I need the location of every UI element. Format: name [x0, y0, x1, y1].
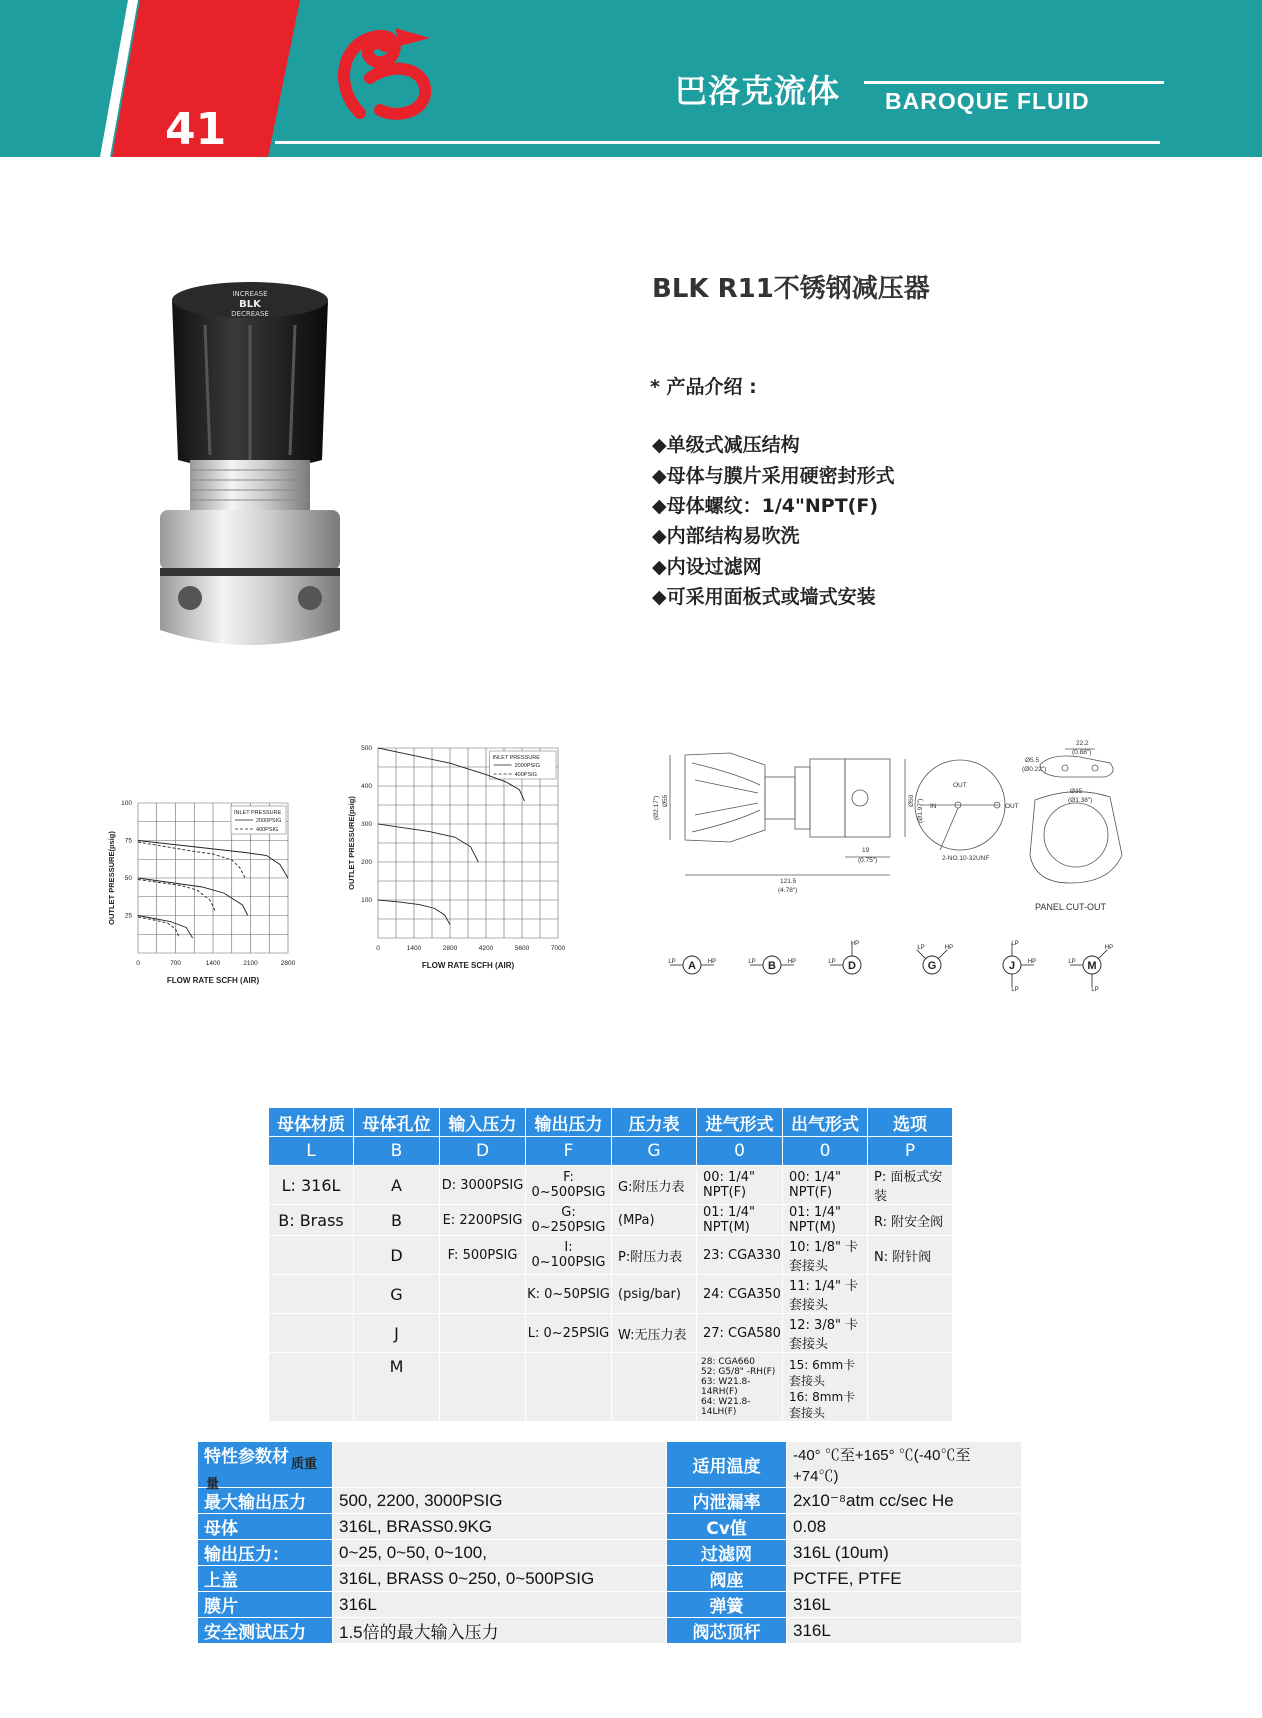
x-tick-label: 700	[170, 960, 181, 967]
spec-label: 最大输出压力	[198, 1488, 333, 1514]
table-cell: E: 2200PSIG	[440, 1205, 526, 1236]
table-cell: N: 附针阀	[868, 1236, 953, 1275]
table-cell: 01: 1/4" NPT(M)	[783, 1205, 868, 1236]
table-cell: A	[354, 1166, 440, 1205]
feature-item: ◆单级式减压结构	[652, 434, 800, 456]
dim-text: OUT	[1005, 803, 1019, 810]
series-line	[138, 917, 179, 937]
spec-label: 弹簧	[667, 1592, 787, 1618]
col-header: 母体孔位	[354, 1108, 440, 1137]
knob-text-brand: BLK	[239, 299, 261, 310]
port-letter: B	[768, 960, 776, 972]
dim-text: Ø50	[908, 794, 915, 807]
spec-value: 316L (10um)	[787, 1540, 1022, 1566]
dim-text: OUT	[953, 782, 967, 789]
intro-heading: * 产品介绍 :	[650, 376, 757, 398]
code-cell: B	[354, 1137, 440, 1166]
x-tick-label: 0	[376, 945, 380, 952]
table-row	[269, 1275, 953, 1314]
table-row	[269, 1205, 953, 1236]
spec-value: 316L, BRASS0.9KG	[333, 1514, 667, 1540]
ordering-table	[268, 1107, 953, 1422]
spec-value: 0.08	[787, 1514, 1022, 1540]
legend-title: INLET PRESSURE	[234, 810, 282, 816]
inlet-option: 28: CGA660	[701, 1357, 755, 1367]
spec-value: 316L	[333, 1592, 667, 1618]
table-cell: M	[354, 1353, 440, 1422]
outlet-option: 15: 6mm卡套接头	[789, 1358, 856, 1388]
table-cell: 00: 1/4" NPT(F)	[783, 1166, 868, 1205]
knob-text-increase: INCREASE	[232, 290, 268, 298]
series-line	[138, 842, 245, 878]
flow-chart-high	[347, 740, 605, 1000]
table-cell: 11: 1/4" 卡套接头	[783, 1275, 868, 1314]
port-label: HP	[850, 941, 860, 947]
spec-value: PCTFE, PTFE	[787, 1566, 1022, 1592]
spec-value: 316L	[787, 1592, 1022, 1618]
table-cell: G: 0~250PSIG	[526, 1205, 612, 1236]
y-tick-label: 500	[361, 745, 372, 752]
inlet-option: 52: G5/8" -RH(F)	[701, 1367, 776, 1377]
feature-item: ◆可采用面板式或墙式安装	[652, 586, 876, 608]
table-cell	[440, 1275, 526, 1314]
table-cell: 12: 3/8" 卡套接头	[783, 1314, 868, 1353]
table-row	[269, 1236, 953, 1275]
table-cell: 01: 1/4" NPT(M)	[697, 1205, 783, 1236]
table-cell: F: 500PSIG	[440, 1236, 526, 1275]
page-number: 41	[165, 104, 227, 155]
x-axis-label: FLOW RATE SCFH (AIR)	[421, 961, 515, 970]
code-cell: L	[269, 1137, 354, 1166]
dim-text: (Ø1.38")	[1068, 797, 1093, 804]
legend-entry: 400PSIG	[256, 827, 279, 833]
code-cell: P	[868, 1137, 953, 1166]
legend-entry: 400PSIG	[514, 772, 537, 778]
table-cell: 00: 1/4" NPT(F)	[697, 1166, 783, 1205]
port-label: HP	[944, 945, 954, 951]
y-tick-label: 100	[121, 800, 132, 807]
code-cell: F	[526, 1137, 612, 1166]
y-axis-label: OUTLET PRESSURE(psig)	[347, 796, 356, 890]
code-cell: 0	[697, 1137, 783, 1166]
spec-label: Cv值	[667, 1514, 787, 1540]
spec-row	[198, 1514, 1022, 1540]
spec-label: 母体	[198, 1514, 333, 1540]
col-header: 选项	[868, 1108, 953, 1137]
table-cell: F: 0~500PSIG	[526, 1166, 612, 1205]
spec-row	[198, 1618, 1022, 1644]
dim-text: IN	[930, 803, 937, 810]
port-label: HP	[707, 959, 717, 965]
table-cell	[868, 1353, 953, 1422]
table-cell	[868, 1275, 953, 1314]
spec-row	[198, 1540, 1022, 1566]
inlet-option: 64: W21.8-14LH(F)	[701, 1397, 751, 1417]
y-tick-label: 300	[361, 821, 372, 828]
brand-name-cn: 巴洛克流体	[675, 72, 841, 110]
table-cell: P: 面板式安装	[868, 1166, 953, 1205]
table-cell	[868, 1314, 953, 1353]
spec-value: 316L, BRASS 0~250, 0~500PSIG	[333, 1566, 667, 1592]
product-photo	[150, 280, 350, 700]
port-letter: G	[927, 960, 937, 972]
spec-value	[333, 1442, 667, 1488]
spec-label: 阀芯顶杆	[667, 1618, 787, 1644]
y-tick-label: 100	[361, 897, 372, 904]
spec-label: 过滤网	[667, 1540, 787, 1566]
spec-value: 2x10⁻⁸atm cc/sec He	[787, 1488, 1022, 1514]
series-line	[138, 916, 193, 939]
table-cell	[697, 1353, 783, 1422]
spec-value: 316L	[787, 1618, 1022, 1644]
port-diagrams	[668, 941, 1113, 993]
table-cell: G	[354, 1275, 440, 1314]
table-cell: K: 0~50PSIG	[526, 1275, 612, 1314]
dim-text: 19	[862, 847, 870, 854]
flow-chart-low	[107, 795, 330, 1000]
x-tick-label: 5600	[514, 945, 530, 952]
table-row	[269, 1314, 953, 1353]
spec-label: 阀座	[667, 1566, 787, 1592]
spec-row	[198, 1592, 1022, 1618]
port-letter: J	[1008, 960, 1016, 972]
feature-item: ◆母体螺纹：1/4"NPT(F)	[652, 495, 879, 517]
x-tick-label: 1400	[205, 960, 221, 967]
dim-text: (Ø0.22")	[1022, 766, 1047, 773]
table-cell: 23: CGA330	[697, 1236, 783, 1275]
port-label: LP	[748, 959, 756, 965]
spec-label: 安全测试压力	[198, 1618, 333, 1644]
col-header: 出气形式	[783, 1108, 868, 1137]
dim-text: 22.2	[1076, 740, 1089, 747]
dim-text: (Ø2.17")	[653, 795, 660, 820]
table-cell: L: 0~25PSIG	[526, 1314, 612, 1353]
col-header: 压力表	[612, 1108, 697, 1137]
table-cell: I: 0~100PSIG	[526, 1236, 612, 1275]
port-label: HP	[1104, 945, 1114, 951]
spec-table	[197, 1441, 1022, 1644]
outlet-option: 16: 8mm卡套接头	[789, 1390, 856, 1420]
port-letter: A	[688, 960, 696, 972]
table-cell	[440, 1353, 526, 1422]
brand-name-en: BAROQUE FLUID	[885, 88, 1090, 114]
x-tick-label: 7000	[550, 945, 566, 952]
table-cell: B	[354, 1205, 440, 1236]
header-rule-bottom	[275, 141, 1160, 144]
dim-text: (0.75")	[858, 857, 878, 864]
x-axis-label: FLOW RATE SCFH (AIR)	[166, 976, 260, 985]
spec-label: 输出压力：	[198, 1540, 333, 1566]
product-title: BLK R11不锈钢减压器	[652, 274, 930, 304]
inlet-option: 63: W21.8-14RH(F)	[701, 1377, 751, 1397]
dim-text: Ø55	[662, 794, 669, 807]
series-line	[138, 880, 216, 913]
table-cell: 27: CGA580	[697, 1314, 783, 1353]
port-label: HP	[787, 959, 797, 965]
header-red-stripe	[0, 0, 300, 157]
spec-label: 适用温度	[667, 1442, 787, 1488]
port-label: LP	[917, 945, 925, 951]
spec-label: 内泄漏率	[667, 1488, 787, 1514]
port-label: LP	[1011, 987, 1019, 993]
spec-value: 0~25, 0~50, 0~100,	[333, 1540, 667, 1566]
legend-entry: 2000PSIG	[514, 763, 540, 769]
table-cell: P:附压力表	[612, 1236, 697, 1275]
table-cell: B: Brass	[269, 1205, 354, 1236]
feature-item: ◆母体与膜片采用硬密封形式	[652, 465, 895, 487]
y-tick-label: 200	[361, 859, 372, 866]
x-tick-label: 2800	[442, 945, 458, 952]
port-letter: M	[1087, 960, 1097, 972]
dim-text: 121.5	[780, 878, 797, 885]
dim-text: Ø35	[1070, 788, 1083, 795]
table-cell: 24: CGA350	[697, 1275, 783, 1314]
legend-entry: 2000PSIG	[256, 818, 282, 824]
port-letter: D	[848, 960, 856, 972]
port-label: LP	[1091, 987, 1099, 993]
code-cell: 0	[783, 1137, 868, 1166]
table-cell	[269, 1353, 354, 1422]
spec-label: 上盖	[198, 1566, 333, 1592]
code-cell: G	[612, 1137, 697, 1166]
port-label: HP	[1027, 959, 1037, 965]
col-header: 输入压力	[440, 1108, 526, 1137]
x-tick-label: 4200	[478, 945, 494, 952]
y-tick-label: 400	[361, 783, 372, 790]
spec-value: 1.5倍的最大输入压力	[333, 1618, 667, 1644]
dim-text: 2-NO.10-32UNF	[942, 855, 990, 862]
table-cell	[526, 1353, 612, 1422]
x-tick-label: 2800	[280, 960, 296, 967]
col-header: 进气形式	[697, 1108, 783, 1137]
port-label: LP	[1068, 959, 1076, 965]
table-cell	[440, 1314, 526, 1353]
panel-cutout-label: PANEL CUT-OUT	[1035, 902, 1107, 912]
table-cell: W:无压力表	[612, 1314, 697, 1353]
table-cell	[269, 1314, 354, 1353]
spec-label: 膜片	[198, 1592, 333, 1618]
spec-row	[198, 1442, 1022, 1488]
table-cell: G:附压力表	[612, 1166, 697, 1205]
table-cell: J	[354, 1314, 440, 1353]
overlap-text: 质重量	[206, 1457, 318, 1492]
table-cell: (psig/bar)	[612, 1275, 697, 1314]
table-cell: (MPa)	[612, 1205, 697, 1236]
table-cell: 10: 1/8" 卡套接头	[783, 1236, 868, 1275]
feature-item: ◆内设过滤网	[652, 556, 762, 578]
table-cell	[783, 1353, 868, 1422]
col-header: 母体材质	[269, 1108, 354, 1137]
y-tick-label: 75	[124, 837, 132, 845]
dim-text: Ø5.5	[1025, 757, 1040, 764]
knob-text-decrease: DECREASE	[231, 310, 269, 318]
dimension-drawing	[640, 735, 1155, 993]
x-tick-label: 1400	[406, 945, 422, 952]
dim-text: (4.78")	[778, 887, 798, 894]
table-cell	[269, 1275, 354, 1314]
col-header: 输出压力	[526, 1108, 612, 1137]
table-cell	[269, 1236, 354, 1275]
dim-text: (0.88")	[1072, 749, 1092, 756]
spec-row	[198, 1566, 1022, 1592]
spec-label: 特性参数材 $_{质重量}$	[198, 1442, 333, 1488]
spec-row	[198, 1488, 1022, 1514]
brand-logo	[330, 18, 440, 128]
table-cell: D	[354, 1236, 440, 1275]
port-label: LP	[668, 959, 676, 965]
table-cell: R: 附安全阀	[868, 1205, 953, 1236]
header-rule-top	[864, 81, 1164, 84]
table-cell: D: 3000PSIG	[440, 1166, 526, 1205]
y-tick-label: 50	[124, 875, 132, 882]
dim-text: (Ø1.97")	[917, 798, 924, 823]
table-row	[269, 1353, 953, 1422]
y-axis-label: OUTLET PRESSURE(psig)	[107, 831, 116, 925]
code-cell: D	[440, 1137, 526, 1166]
x-tick-label: 2100	[243, 960, 258, 967]
spec-value: 500, 2200, 3000PSIG	[333, 1488, 667, 1514]
spec-value: -40° ℃至+165° ℃(-40℃至+74℃)	[787, 1442, 1022, 1488]
legend-title: INLET PRESSURE	[492, 755, 540, 761]
table-cell	[612, 1353, 697, 1422]
feature-item: ◆内部结构易吹洗	[652, 525, 800, 547]
table-cell: L: 316L	[269, 1166, 354, 1205]
table-row	[269, 1166, 953, 1205]
port-label: LP	[1011, 941, 1019, 947]
port-label: LP	[828, 959, 836, 965]
x-tick-label: 0	[136, 960, 140, 967]
y-tick-label: 25	[124, 912, 132, 920]
